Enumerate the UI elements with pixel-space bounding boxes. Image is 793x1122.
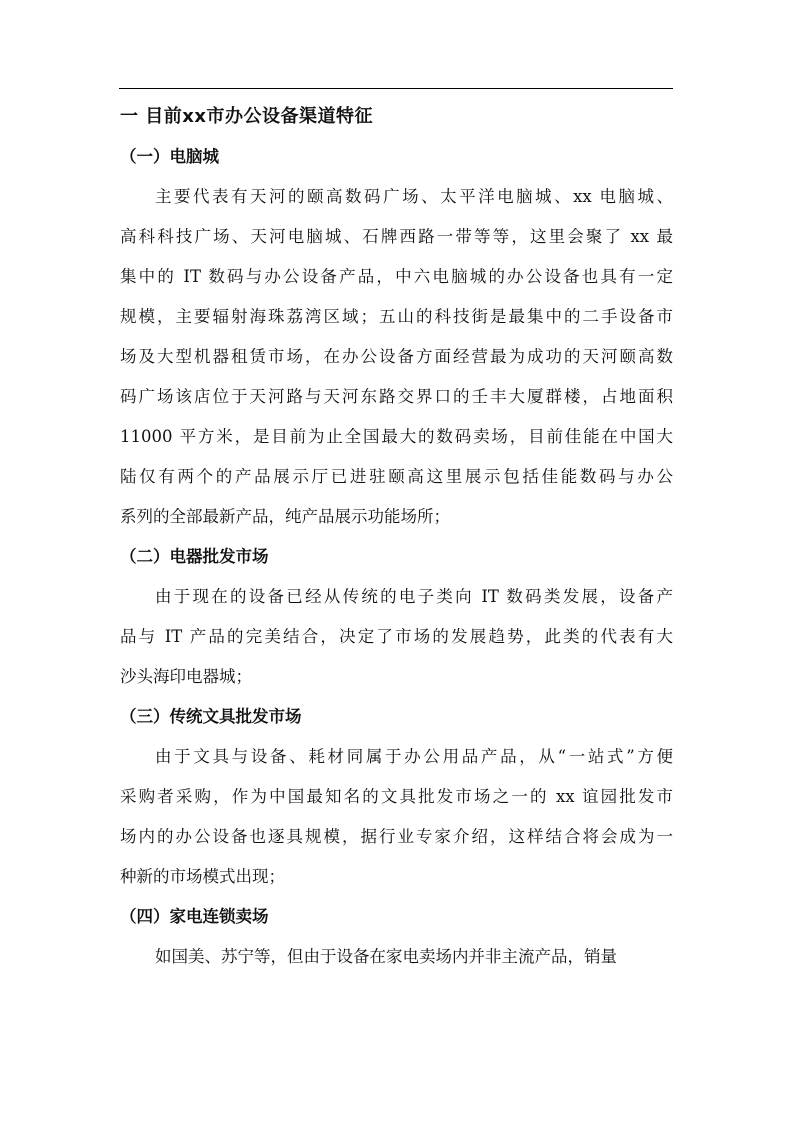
paragraph-line: 由于现在的设备已经从传统的电子类向 IT 数码类发展，设备产 [155, 587, 673, 606]
paragraph-line: 如国美、苏宁等，但由于设备在家电卖场内并非主流产品，销量 [155, 947, 617, 966]
paragraph-line: 系列的全部最新产品，纯产品展示功能场所； [120, 507, 450, 526]
subsection-heading: （三）传统文具批发市场 [120, 707, 302, 726]
paragraph-line: 规模，主要辐射海珠荔湾区域；五山的科技街是最集中的二手设备市 [120, 307, 673, 326]
paragraph-line: 主要代表有天河的颐高数码广场、太平洋电脑城、xx 电脑城、 [155, 187, 673, 206]
paragraph-line: 陆仅有两个的产品展示厅已进驻颐高这里展示包括佳能数码与办公 [120, 467, 673, 486]
subsection-heading: （四）家电连锁卖场 [120, 907, 269, 926]
paragraph-line: 场内的办公设备也逐具规模，据行业专家介绍，这样结合将会成为一 [120, 827, 673, 846]
paragraph-line: 码广场该店位于天河路与天河东路交界口的壬丰大厦群楼，占地面积 [120, 387, 673, 406]
subsection [120, 703, 673, 903]
paragraph-line: 沙头海印电器城； [120, 667, 252, 686]
paragraph-line: 种新的市场模式出现； [120, 867, 285, 886]
paragraph-line: 场及大型机器租赁市场，在办公设备方面经营最为成功的天河颐高数 [120, 347, 673, 366]
paragraph-line: 品与 IT 产品的完美结合，决定了市场的发展趋势，此类的代表有大 [120, 627, 673, 646]
subsection-heading: （二）电器批发市场 [120, 547, 269, 566]
sections [120, 143, 673, 983]
paragraph-line: 11000 平方米，是目前为止全国最大的数码卖场，目前佳能在中国大 [120, 427, 673, 446]
header-rule [119, 88, 673, 89]
subsection [120, 903, 673, 983]
paragraph-line: 由于文具与设备、耗材同属于办公用品产品，从“一站式”方便 [155, 747, 673, 766]
subsection [120, 543, 673, 703]
subsection [120, 143, 673, 543]
section-title: 一 目前xx市办公设备渠道特征 [120, 106, 373, 127]
paragraph-line: 集中的 IT 数码与办公设备产品，中六电脑城的办公设备也具有一定 [120, 267, 673, 286]
paragraph-line: 采购者采购，作为中国最知名的文具批发市场之一的 xx 谊园批发市 [120, 787, 673, 806]
paragraph-line: 高科科技广场、天河电脑城、石牌西路一带等等，这里会聚了 xx 最 [120, 227, 673, 246]
document-body [120, 103, 673, 983]
subsection-heading: （一）电脑城 [120, 147, 219, 166]
